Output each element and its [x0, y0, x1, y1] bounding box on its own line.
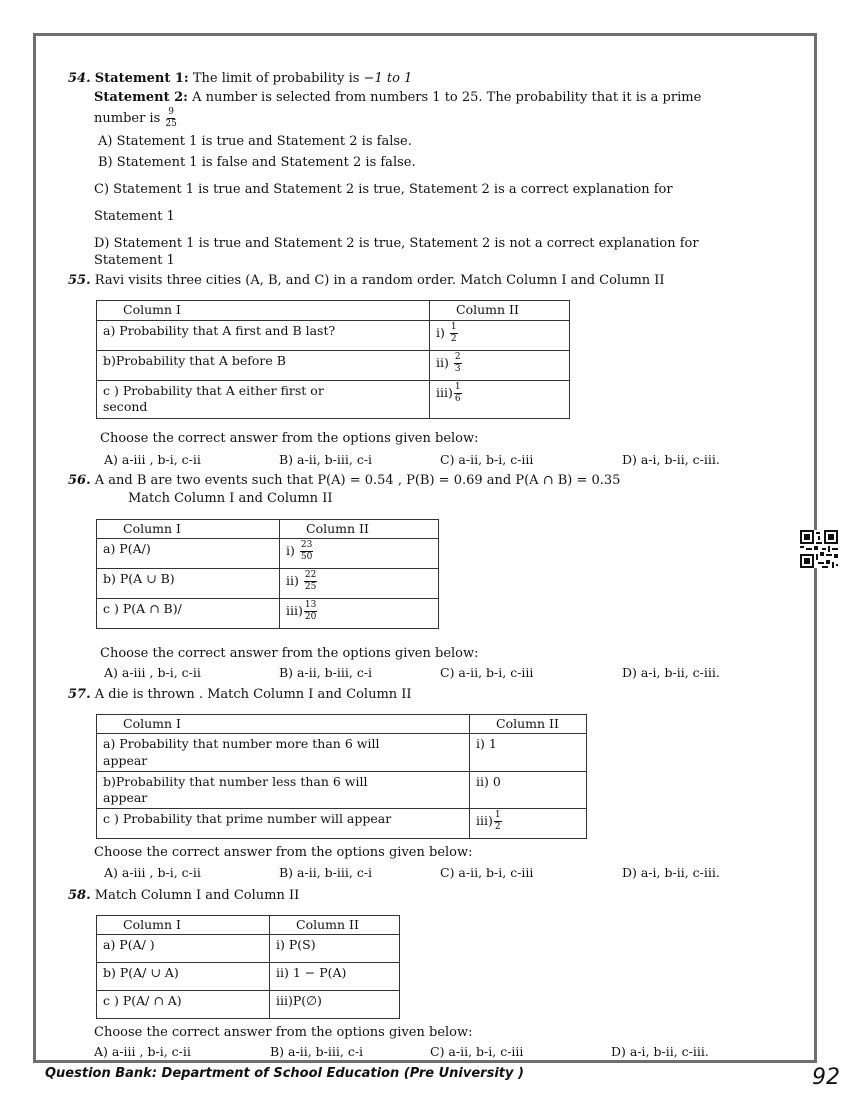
table-row: [97, 539, 439, 569]
q54-option-b: B) Statement 1 is false and Statement 2 is false.: [98, 155, 416, 170]
q56-r2-label: ii): [286, 573, 303, 589]
q58-text: [68, 888, 299, 905]
q56-opt-d: D) a-i, b-ii, c-iii.: [622, 665, 720, 680]
q58-number: 58.: [68, 888, 91, 903]
q54-s1-text: The limit of probability is: [188, 71, 364, 86]
q56-question-2: Match Column I and Column II: [128, 491, 333, 506]
q58-r3-col1: c ) P(A/ ∩ A): [97, 991, 270, 1019]
q57-match-table: [96, 714, 587, 839]
q56-r1-frac: [300, 541, 313, 562]
q57-r2-line2: appear: [103, 790, 148, 805]
q55-r3-line2: second: [103, 399, 148, 415]
q58-opt-c: C) a-ii, b-i, c-iii: [430, 1044, 524, 1059]
q56-col1-header: Column I: [97, 520, 280, 539]
q57-r2-line1: b)Probability that number less than 6 will: [103, 773, 368, 789]
q55-r2-col2: [430, 351, 570, 381]
q57-r1-col2: i) 1: [470, 734, 587, 772]
table-row: [97, 381, 570, 419]
q54-s2-label: Statement 2:: [94, 90, 188, 105]
q55-r1-label: i): [436, 325, 449, 340]
frac-num: 22: [304, 570, 317, 581]
q54-fraction: [165, 108, 176, 129]
q57-text: [68, 687, 412, 704]
q55-r1-col2: [430, 321, 570, 351]
q55-opt-c: C) a-ii, b-i, c-iii: [440, 452, 534, 467]
q58-col1-header: Column I: [97, 916, 270, 935]
q57-opt-c: C) a-ii, b-i, c-iii: [440, 865, 534, 880]
frac-num: 13: [304, 600, 317, 611]
table-row: [97, 569, 439, 599]
q55-text: [68, 273, 665, 290]
q55-r3-col2: [430, 381, 570, 419]
frac-den: 25: [304, 582, 317, 593]
q54-s1-label: Statement 1:: [94, 71, 189, 86]
q58-col2-header: Column II: [270, 916, 400, 935]
q55-r3-col1: [97, 381, 430, 419]
q56-r2-frac: [304, 571, 317, 592]
q57-r2-col1: [97, 771, 470, 809]
q55-col2-header: Column II: [430, 301, 570, 321]
frac-den: 20: [304, 612, 317, 623]
q56-r1-label: i): [286, 543, 299, 559]
q55-r2-frac: [454, 353, 462, 374]
page-number: 92: [812, 1065, 840, 1090]
frac-num: 23: [300, 540, 313, 551]
q54-s2-text2: number is: [94, 111, 165, 126]
q58-r3-col2: iii)P(∅): [270, 991, 400, 1019]
q57-number: 57.: [68, 687, 91, 702]
q55-r1-frac: [450, 323, 458, 344]
q55-r3-line1: c ) Probability that A either first or: [103, 383, 324, 398]
frac-num: 9: [168, 107, 174, 117]
q54-option-d: D) Statement 1 is true and Statement 2 is true, Statement 2 is not a correct explanation for: [94, 236, 699, 251]
q56-r3-frac: [304, 601, 317, 622]
q56-r1-col1: a) P(A/): [97, 539, 280, 569]
qr-code-icon: [800, 530, 838, 568]
q56-text: [68, 473, 620, 490]
table-row: [97, 935, 400, 963]
frac-den: 25: [165, 119, 177, 129]
q56-opt-a: A) a-iii , b-i, c-ii: [104, 665, 201, 680]
table-row: [97, 963, 400, 991]
q56-r2-col2: [280, 569, 439, 599]
q58-question: Match Column I and Column II: [94, 888, 300, 903]
q54-option-a: A) Statement 1 is true and Statement 2 is false.: [98, 134, 412, 149]
frac-num: 2: [454, 352, 461, 362]
q57-opt-d: D) a-i, b-ii, c-iii.: [622, 865, 720, 880]
q55-r3-label: iii): [436, 385, 453, 400]
q54-statement-2: [94, 90, 701, 107]
q57-r3-label: iii): [476, 813, 493, 829]
q57-question: A die is thrown . Match Column I and Column II: [94, 687, 412, 702]
frac-den: 2: [494, 822, 501, 833]
q57-r1-line2: appear: [103, 752, 148, 768]
q57-col2-header: Column II: [470, 715, 587, 734]
q58-choose: Choose the correct answer from the options given below:: [94, 1025, 473, 1040]
q57-opt-b: B) a-ii, b-iii, c-i: [279, 865, 373, 880]
frac-den: 50: [300, 552, 313, 563]
frac-num: 1: [494, 810, 501, 821]
q58-opt-a: A) a-iii , b-i, c-ii: [94, 1044, 191, 1059]
q58-r2-col1: b) P(A/ ∪ A): [97, 963, 270, 991]
q56-choose: Choose the correct answer from the options given below:: [100, 646, 479, 661]
q57-r3-col2: [470, 809, 587, 839]
q56-opt-c: C) a-ii, b-i, c-iii: [440, 665, 534, 680]
q56-r1-col2: [280, 539, 439, 569]
footer-text: Question Bank: Department of School Education (Pre University ): [45, 1066, 524, 1081]
q56-r3-label: iii): [286, 603, 303, 619]
q55-r2-label: ii): [436, 355, 453, 370]
q56-col2-header: Column II: [280, 520, 439, 539]
q54-statement-2-cont: [94, 108, 178, 129]
q55-choose: Choose the correct answer from the options given below:: [100, 431, 479, 446]
q58-opt-d: D) a-i, b-ii, c-iii.: [611, 1044, 709, 1059]
table-row: [97, 321, 570, 351]
q57-r3-frac: [494, 811, 502, 832]
q58-match-table: [96, 915, 400, 1019]
q54-number: 54.: [68, 71, 91, 86]
q54-s2-text: A number is selected from numbers 1 to 25. The probability that it is a prime: [187, 90, 702, 105]
q56-match-table: [96, 519, 439, 629]
q56-question: A and B are two events such that P(A) = 0.54 , P(B) = 0.69 and P(A ∩ B) = 0.35: [94, 473, 621, 488]
frac-num: 1: [454, 382, 461, 392]
frac-den: 6: [454, 394, 461, 404]
q55-number: 55.: [68, 273, 91, 288]
q55-opt-d: D) a-i, b-ii, c-iii.: [622, 452, 720, 467]
q55-opt-b: B) a-ii, b-iii, c-i: [279, 452, 373, 467]
q56-r3-col2: [280, 599, 439, 629]
q58-opt-b: B) a-ii, b-iii, c-i: [270, 1044, 364, 1059]
q55-r3-frac: [454, 383, 462, 404]
q54-s1-math: −1 to 1: [363, 71, 413, 86]
table-row: [97, 599, 439, 629]
q56-r3-col1: c ) P(A ∩ B)/: [97, 599, 280, 629]
frac-num: 1: [450, 322, 457, 332]
q57-r3-col1: c ) Probability that prime number will appear: [97, 809, 470, 839]
q54-statement-1: [68, 71, 412, 88]
q56-number: 56.: [68, 473, 91, 488]
q58-r1-col2: i) P(S): [270, 935, 400, 963]
q54-option-d-cont: Statement 1: [94, 253, 175, 268]
frac-den: 2: [450, 334, 457, 344]
table-row: [97, 351, 570, 381]
q56-r2-col1: b) P(A ∪ B): [97, 569, 280, 599]
q55-match-table: [96, 300, 570, 419]
q55-r2-col1: b)Probability that A before B: [97, 351, 430, 381]
table-row: [97, 809, 587, 839]
q55-question: Ravi visits three cities (A, B, and C) in a random order. Match Column I and Column II: [94, 273, 665, 288]
q55-r1-col1: a) Probability that A first and B last?: [97, 321, 430, 351]
q58-r1-col1: a) P(A/ ): [97, 935, 270, 963]
q57-r1-line1: a) Probability that number more than 6 will: [103, 736, 380, 752]
q58-r2-col2: ii) 1 − P(A): [270, 963, 400, 991]
table-row: [97, 771, 587, 809]
q57-r1-col1: [97, 734, 470, 772]
q56-opt-b: B) a-ii, b-iii, c-i: [279, 665, 373, 680]
q55-col1-header: Column I: [97, 301, 430, 321]
q55-opt-a: A) a-iii , b-i, c-ii: [104, 452, 201, 467]
q54-option-c: C) Statement 1 is true and Statement 2 is true, Statement 2 is a correct explanation for: [94, 182, 673, 197]
table-row: [97, 991, 400, 1019]
q57-choose: Choose the correct answer from the options given below:: [94, 845, 473, 860]
q57-col1-header: Column I: [97, 715, 470, 734]
q57-r2-col2: ii) 0: [470, 771, 587, 809]
table-row: [97, 734, 587, 772]
frac-den: 3: [454, 364, 461, 374]
q57-opt-a: A) a-iii , b-i, c-ii: [104, 865, 201, 880]
q54-option-c-cont: Statement 1: [94, 209, 175, 224]
